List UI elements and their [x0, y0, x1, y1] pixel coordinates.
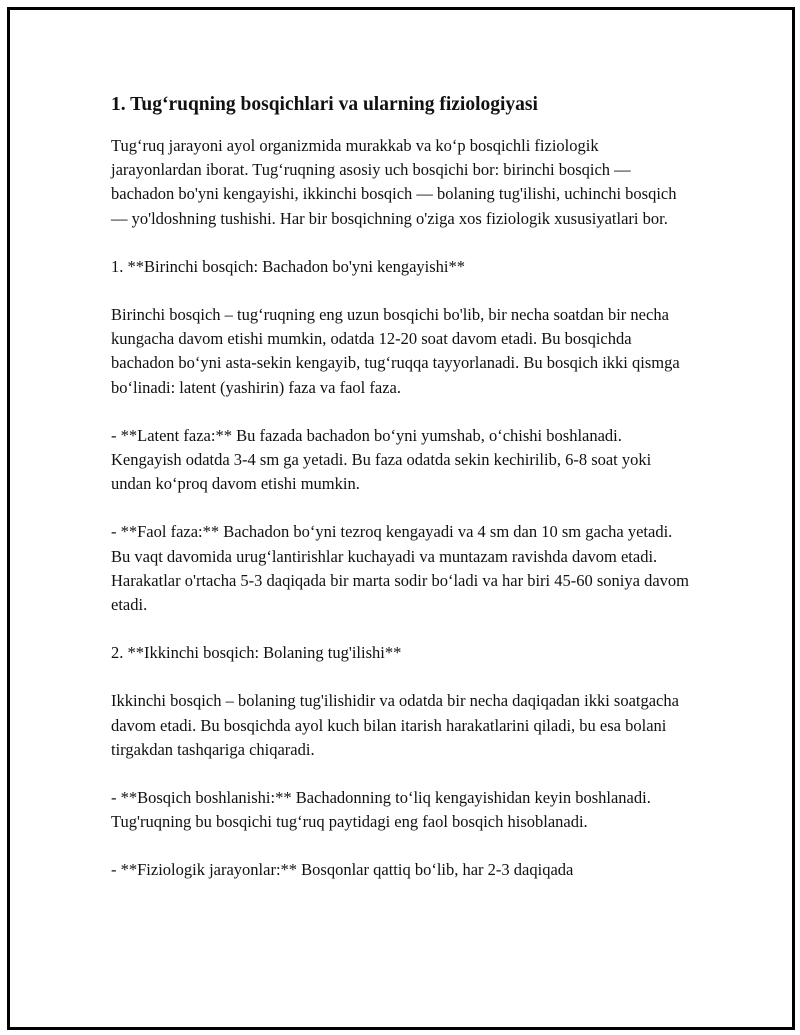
physiological-processes-item: - **Fiziologik jarayonlar:** Bosqonlar qattiq bo‘lib, har 2-3 daqiqada	[111, 860, 574, 880]
latent-phase-item: - **Latent faza:** Bu fazada bachadon bo‘yni yumshab, o‘chishi boshlanadi. Kengayish odatda 3-4 sm ga yetadi. Bu faza odatda sekin kechirilib, 6-8 soat yoki undan ko‘proq davom etishi mumkin.	[111, 425, 652, 494]
stage-one-heading: 1. **Birinchi bosqich: Bachadon bo'yni kengayishi**	[111, 256, 466, 276]
stage-two-heading: 2. **Ikkinchi bosqich: Bolaning tug'ilishi**	[111, 643, 402, 663]
section-heading: 1. Tug‘ruqning bosqichlari va ularning fiziologiyasi	[111, 94, 538, 115]
active-phase-item: - **Faol faza:** Bachadon bo‘yni tezroq kengayadi va 4 sm dan 10 sm gacha yetadi. Bu vaqt davomida urug‘lantirishlar kuchayadi va muntazam ravishda davom etadi. Harakatlar o'rtacha 5-3 daqiqada bir marta sodir bo‘ladi va har biri 45-60 soniya davom etadi.	[111, 522, 689, 615]
document-body	[111, 92, 691, 907]
stage-two-paragraph: Ikkinchi bosqich – bolaning tug'ilishidir va odatda bir necha daqiqadan ikki soatgacha davom etadi. Bu bosqichda ayol kuch bilan itarish harakatlarini qiladi, bu esa bolani tirgakdan tashqariga chiqaradi.	[111, 691, 679, 759]
stage-one-paragraph: Birinchi bosqich – tug‘ruqning eng uzun bosqichi bo'lib, bir necha soatdan bir necha kungacha davom etishi mumkin, odatda 12-20 soat davom etadi. Bu bosqichda bachadon bo‘yni asta-sekin kengayib, tug‘ruqqa tayyorlanadi. Bu bosqich ikki qismga bo‘linadi: latent (yashirin) faza va faol faza.	[111, 305, 680, 397]
intro-paragraph: Tug‘ruq jarayoni ayol organizmida murakkab va ko‘p bosqichli fiziologik jarayonlardan iborat. Tug‘ruqning asosiy uch bosqichi bor: birinchi bosqich — bachadon bo'yni kengayishi, ikkinchi bosqich — bolaning tug'ilishi, uchinchi bosqich — yo'ldoshning tushishi. Har bir bosqichning o'ziga xos fiziologik xususiyatlari bor.	[111, 136, 677, 228]
stage-start-item: - **Bosqich boshlanishi:** Bachadonning to‘liq kengayishidan keyin boshlanadi. Tug'ruqning bu bosqichi tug‘ruq paytidagi eng faol bosqich hisoblanadi.	[111, 788, 651, 832]
